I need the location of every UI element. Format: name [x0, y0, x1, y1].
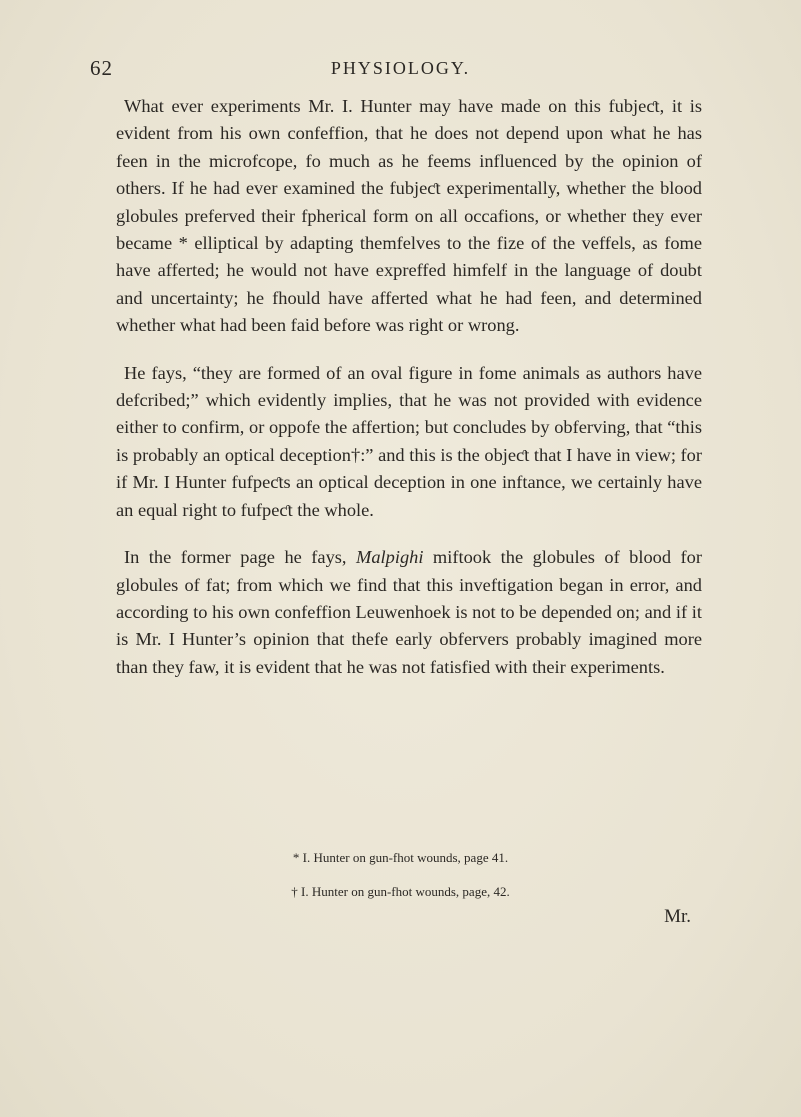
paragraph-3-rest: miftook the globules of blood for globules of fat; from which we find that this inveftigation began in error, and according to his own confeffion Leuwenhoek is not to be depended on; and if it is Mr. I Hunter’s opinion that thefe early obfervers probably imagined more than they faw, it is evident that he was not fatisfied with their experiments. — [116, 547, 702, 677]
paragraph-3 — [116, 544, 702, 681]
page-header — [0, 56, 801, 86]
paragraph-2: He fays, “they are formed of an oval figure in fome animals as authors have defcribed;” which evidently implies, that he was not provided with evidence either to confirm, or oppofe the affertion; but concludes by obferving, that “this is probably an optical deception†:” and this is the objeƈt that I have in view; for if Mr. I Hunter fufpeƈts an optical deception in one inftance, we certainly have an equal right to fufpeƈt the whole. — [116, 362, 702, 520]
paragraph-3-lead: In the former page he fays, — [124, 547, 357, 568]
footnotes — [0, 849, 801, 901]
body-text — [116, 93, 702, 681]
paragraph-1: What ever experiments Mr. I. Hunter may have made on this fubjeƈt, it is evident from his own confeffion, that he does not depend upon what he has feen in the microfcope, fo much as he feems influenced by the opinion of others. If he had ever examined the fubjeƈt experimentally, whether the blood globules preferved their fpherical form on all occafions, or whether they ever became * elliptical by adapting themfelves to the fize of the veffels, as fome have afferted; he would not have expreffed himfelf in the language of doubt and uncertainty; he fhould have afferted what he had feen, and determined whether what had been faid before was right or wrong. — [116, 96, 702, 336]
footnote-1: * I. Hunter on gun-fhot wounds, page 41. — [292, 850, 509, 865]
catchword: Mr. — [664, 906, 691, 927]
italic-name: Malpighi — [356, 547, 424, 568]
running-head: PHYSIOLOGY. — [330, 58, 471, 78]
page-number: 62 — [90, 56, 113, 80]
footnote-2: † I. Hunter on gun-fhot wounds, page, 42. — [291, 884, 510, 899]
